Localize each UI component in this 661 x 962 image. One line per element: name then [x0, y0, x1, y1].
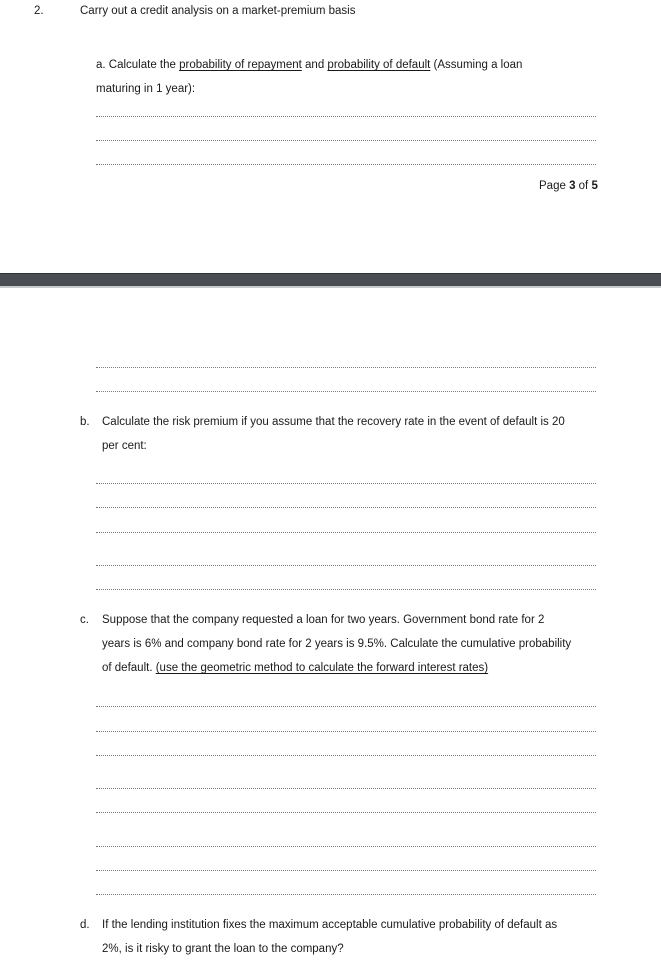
- part-b-line2: per cent:: [102, 440, 147, 452]
- answer-line: [96, 507, 596, 508]
- page-word: Page: [539, 180, 570, 192]
- part-d-letter: d.: [80, 919, 90, 931]
- answer-line: [96, 846, 596, 847]
- geometric-method-note: (use the geometric method to calculate the forward interest rates): [155, 662, 489, 674]
- question-number: 2.: [34, 5, 44, 17]
- part-a-and: and: [301, 59, 328, 71]
- page-total: 5: [591, 180, 598, 192]
- probability-of-repayment-term: probability of repayment: [179, 59, 302, 71]
- answer-line: [96, 367, 596, 368]
- part-a-line1: [96, 59, 522, 71]
- part-a-suffix: (Assuming a loan: [430, 59, 523, 71]
- part-c-letter: c.: [80, 614, 89, 626]
- answer-line: [96, 116, 596, 117]
- page-footer: [539, 180, 598, 192]
- answer-line: [96, 755, 596, 756]
- answer-line: [96, 483, 596, 484]
- answer-line: [96, 812, 596, 813]
- page-break-divider: [0, 273, 661, 286]
- part-c-line2: years is 6% and company bond rate for 2 years is 9.5%. Calculate the cumulative probability: [102, 638, 572, 650]
- part-b-line1: Calculate the risk premium if you assume that the recovery rate in the event of default is 20: [102, 416, 565, 428]
- answer-line: [96, 565, 596, 566]
- answer-line: [96, 706, 596, 707]
- part-d-line1: If the lending institution fixes the maximum acceptable cumulative probability of default as: [102, 919, 558, 931]
- page-break-shadow: [0, 286, 661, 288]
- part-d-line2: 2%, is it risky to grant the loan to the company?: [102, 943, 344, 955]
- answer-line: [96, 870, 596, 871]
- page-number: 3: [569, 180, 576, 192]
- probability-of-default-term: probability of default: [327, 59, 431, 71]
- answer-line: [96, 391, 596, 392]
- page-of-word: of: [575, 180, 592, 192]
- answer-line: [96, 894, 596, 895]
- answer-line: [96, 532, 596, 533]
- answer-line: [96, 140, 596, 141]
- part-b-letter: b.: [80, 416, 90, 428]
- answer-line: [96, 164, 596, 165]
- answer-line: [96, 731, 596, 732]
- part-c-line1: Suppose that the company requested a loan for two years. Government bond rate for 2: [102, 614, 545, 626]
- part-c-line3: [102, 662, 488, 674]
- answer-line: [96, 589, 596, 590]
- part-c-line3-prefix: of default.: [102, 662, 156, 674]
- part-a-prefix: a. Calculate the: [96, 59, 180, 71]
- answer-line: [96, 788, 596, 789]
- part-a-line2: maturing in 1 year):: [96, 83, 196, 95]
- question-title: Carry out a credit analysis on a market-premium basis: [80, 5, 356, 17]
